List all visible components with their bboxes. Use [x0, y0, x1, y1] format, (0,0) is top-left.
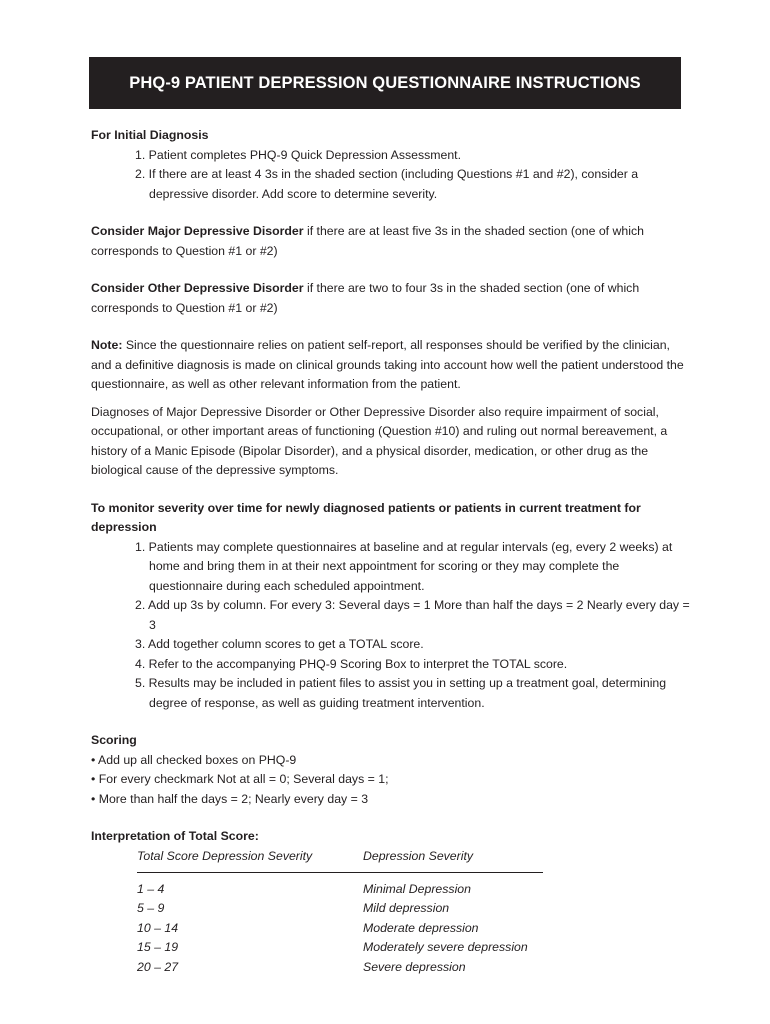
note-lead: Note: — [91, 338, 123, 352]
other-paragraph — [91, 279, 691, 318]
score-range: 5 – 9 — [137, 901, 165, 915]
note-paragraph — [91, 336, 691, 395]
score-range: 15 – 19 — [137, 940, 179, 954]
severity-label: Moderate depression — [363, 920, 479, 935]
note-text: Since the questionnaire relies on patient self-report, all responses should be verified by the clinician, and a definitive diagnosis is made on clinical grounds taking into account how well the patient understood the questionnaire, as well as other relevant information from the patient. — [91, 338, 684, 391]
list-item: • For every checkmark Not at all = 0; Several days = 1; — [91, 772, 389, 786]
list-item: 2. If there are at least 4 3s in the shaded section (including Questions #1 and #2), consider a depressive disorder. Add score to determine severity. — [135, 167, 639, 201]
major-text: if there are at least five 3s in the shaded section (one of which corresponds to Question #1 or #2) — [91, 224, 644, 258]
monitor-list — [91, 538, 691, 714]
list-item: 1. Patients may complete questionnaires at baseline and at regular intervals (eg, every 2 weeks) at home and bring them in at their next appointment for scoring or they may complete the questionnaire during each scheduled appointment. — [135, 539, 673, 593]
table-row — [137, 899, 543, 919]
monitor-heading: To monitor severity over time for newly diagnosed patients or patients in current treatment for depression — [91, 500, 641, 534]
document-body — [91, 126, 691, 977]
other-lead: Consider Other Depressive Disorder — [91, 281, 304, 295]
table-row — [137, 880, 543, 900]
severity-label: Mild depression — [363, 901, 450, 915]
list-item: 5. Results may be included in patient files to assist you in setting up a treatment goal, determining degree of response, as well as guiding treatment intervention. — [135, 676, 667, 710]
score-range: 20 – 27 — [137, 959, 179, 974]
initial-list — [91, 146, 691, 205]
score-range: 10 – 14 — [137, 920, 179, 935]
table-header-severity: Depression Severity — [363, 848, 474, 863]
major-paragraph — [91, 222, 691, 261]
diagnoses-paragraph: Diagnoses of Major Depressive Disorder or Other Depressive Disorder also require impairment of social, occupational, or other important areas of functioning (Question #10) and ruling out normal bereavement, a history of a Manic Episode (Bipolar Disorder), and a physical disorder, medication, or other drug as the biological cause of the depressive symptoms. — [91, 404, 668, 477]
table-header-score: Total Score Depression Severity — [137, 848, 313, 863]
severity-label: Severe depression — [363, 959, 466, 974]
table-header — [137, 847, 543, 873]
table-row — [137, 958, 543, 978]
scoring-heading: Scoring — [91, 733, 137, 747]
table-row — [137, 919, 543, 939]
scoring-list — [91, 751, 691, 810]
other-text: if there are two to four 3s in the shaded section (one of which corresponds to Question #1 or #2) — [91, 281, 640, 315]
interpretation-heading: Interpretation of Total Score: — [91, 829, 259, 843]
table-row — [137, 938, 543, 958]
list-item: 1. Patient completes PHQ-9 Quick Depression Assessment. — [135, 147, 462, 162]
table-body — [137, 873, 543, 978]
list-item: 2. Add up 3s by column. For every 3: Several days = 1 More than half the days = 2 Nearly every day = 3 — [135, 598, 690, 632]
list-item: • More than half the days = 2; Nearly every day = 3 — [91, 791, 369, 806]
interpretation-table — [137, 847, 543, 978]
severity-label: Minimal Depression — [363, 881, 471, 896]
score-range: 1 – 4 — [137, 881, 165, 896]
initial-heading: For Initial Diagnosis — [91, 128, 209, 142]
page-title: PHQ-9 PATIENT DEPRESSION QUESTIONNAIRE INSTRUCTIONS — [89, 57, 681, 109]
major-lead: Consider Major Depressive Disorder — [91, 224, 304, 238]
list-item: • Add up all checked boxes on PHQ-9 — [91, 752, 297, 767]
list-item: 3. Add together column scores to get a TOTAL score. — [135, 637, 424, 651]
list-item: 4. Refer to the accompanying PHQ-9 Scoring Box to interpret the TOTAL score. — [135, 656, 568, 671]
severity-label: Moderately severe depression — [363, 940, 528, 954]
